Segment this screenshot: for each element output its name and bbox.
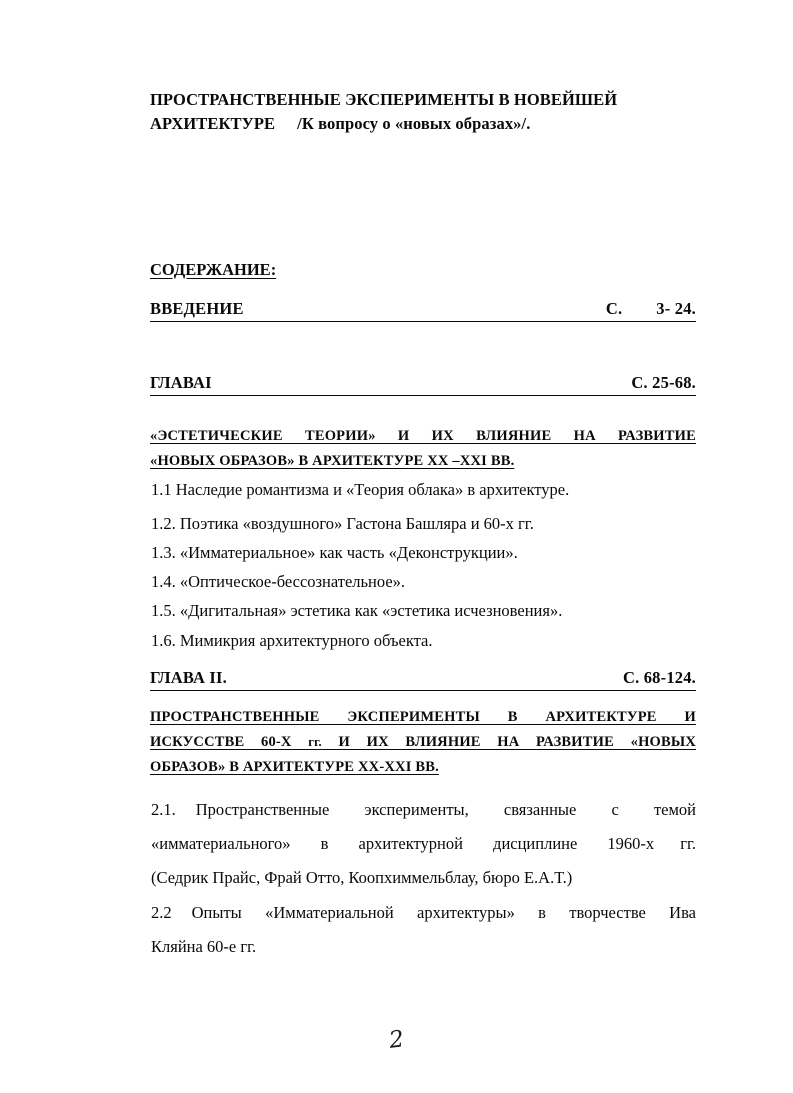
page-prefix: С. xyxy=(605,299,623,318)
chapter-1-heading xyxy=(150,424,696,474)
toc-entry-vvedenie[interactable] xyxy=(150,298,696,322)
toc-entry-glava-1[interactable] xyxy=(150,372,696,396)
toc-subitem-1-3[interactable]: 1.3. «Имматериальное» как часть «Деконструкции». xyxy=(151,543,518,562)
chapter-2-heading-line-1: ПРОСТРАНСТВЕННЫЕ ЭКСПЕРИМЕНТЫ В АРХИТЕКТУРЕ И xyxy=(150,709,696,725)
toc-subitem-1-1[interactable]: 1.1 Наследие романтизма и «Теория облака» в архитектуре. xyxy=(151,480,570,499)
toc-entry-pages: С. 25-68. xyxy=(631,373,696,392)
chapter-1-heading-line-2: «НОВЫХ ОБРАЗОВ» В АРХИТЕКТУРЕ ХХ –XXI ВВ. xyxy=(150,453,515,469)
toc-entry-pages: С. 68-124. xyxy=(622,668,696,687)
toc-subitem-1-5[interactable]: 1.5. «Дигитальная» эстетика как «эстетика исчезновения». xyxy=(151,601,563,620)
paragraph-text: «имматериального» в архитектурной дисциплине 1960-х xyxy=(151,834,655,853)
document-title-subtitle: /К вопросу о «новых образах»/. xyxy=(297,114,531,133)
chapter-2-heading-line-2a: ИСКУССТВЕ 60-Х xyxy=(150,734,292,750)
document-title xyxy=(150,88,696,136)
chapter-1-heading-line-1: «ЭСТЕТИЧЕСКИЕ ТЕОРИИ» И ИХ ВЛИЯНИЕ НА РАЗВИТИЕ xyxy=(150,428,696,444)
toc-subitem-1-4[interactable]: 1.4. «Оптическое-бессознательное». xyxy=(151,572,406,591)
toc-entry-label: ГЛАВА II. xyxy=(150,668,227,687)
chapter-2-heading-line-2 xyxy=(150,730,696,755)
page-number: 2 xyxy=(387,1026,406,1054)
toc-heading: СОДЕРЖАНИЕ: xyxy=(150,260,277,279)
paragraph-line-1 xyxy=(151,896,696,930)
item-number: 2.2 xyxy=(151,903,172,922)
chapter-2-heading xyxy=(150,705,696,780)
paragraph-text: Пространственные эксперименты, связанные с темой xyxy=(195,800,696,819)
paragraph-line-3: (Седрик Прайс, Фрай Отто, Коопхиммельблау, бюро Е.А.Т.) xyxy=(151,868,573,887)
document-title-subject: АРХИТЕКТУРЕ xyxy=(150,114,276,133)
toc-subitem-2-1[interactable] xyxy=(151,793,696,895)
paragraph-line-2: Кляйна 60-е гг. xyxy=(151,937,257,956)
toc-entry-label: ГЛАВАI xyxy=(150,373,212,392)
paragraph-line-1 xyxy=(151,793,696,827)
document-title-line-1: ПРОСТРАНСТВЕННЫЕ ЭКСПЕРИМЕНТЫ В НОВЕЙШЕЙ xyxy=(150,90,618,109)
paragraph-line-2 xyxy=(151,827,696,861)
page-range: 3- 24. xyxy=(656,299,696,318)
toc-subitem-1-6[interactable]: 1.6. Мимикрия архитектурного объекта. xyxy=(151,631,433,650)
document-title-line-2 xyxy=(150,112,696,136)
chapter-2-heading-line-3: ОБРАЗОВ» В АРХИТЕКТУРЕ ХХ-XXI ВВ. xyxy=(150,759,439,775)
chapter-2-heading-years-abbr: гг. xyxy=(308,735,322,749)
paragraph-years-abbr: гг. xyxy=(680,834,696,853)
toc-subitem-1-2[interactable]: 1.2. Поэтика «воздушного» Гастона Башляра и 60-х гг. xyxy=(151,514,534,533)
toc-entry-glava-2[interactable] xyxy=(150,667,696,691)
chapter-2-heading-line-2c: И ИХ ВЛИЯНИЕ НА РАЗВИТИЕ «НОВЫХ xyxy=(338,734,697,750)
toc-entry-pages xyxy=(606,298,696,320)
item-number: 2.1. xyxy=(151,800,176,819)
paragraph-text: Опыты «Имматериальной архитектуры» в творчестве Ива xyxy=(191,903,696,922)
toc-subitem-2-2[interactable] xyxy=(151,896,696,964)
toc-entry-label: ВВЕДЕНИЕ xyxy=(150,299,244,318)
